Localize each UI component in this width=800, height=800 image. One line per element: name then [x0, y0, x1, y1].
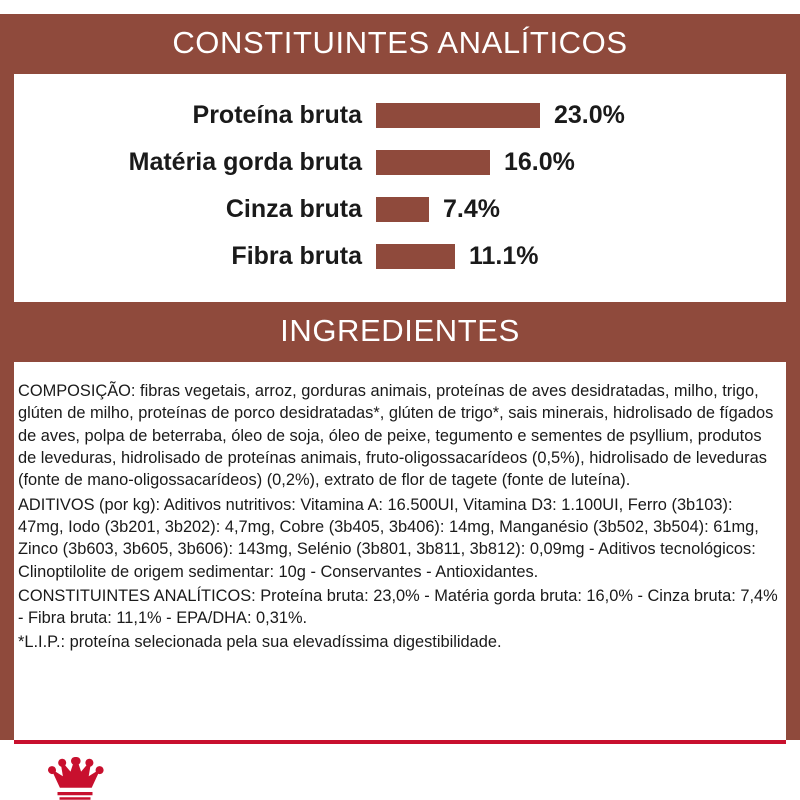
nutrient-label: Fibra bruta: [231, 242, 362, 270]
nutrient-bar-wrap: [376, 242, 800, 271]
additives-paragraph: ADITIVOS (por kg): Aditivos nutritivos: Vitamina A: 16.500UI, Vitamina D3: 1.100UI, Ferro (3b103): 47mg, Iodo (3b201, 3b202): 4,7mg, Cobre (3b405, 3b406): 14mg, Manganésio (3b502, 3b504): 61mg, Zinco (3b603, 3b605, 3b606): 143mg, Selénio (3b801, 3b811, 3b812): 0,09mg - Aditivos tecnológicos: Clinoptilolite de origem sedimentar: 10g - Conservantes - Antioxidantes.: [18, 495, 759, 581]
nutrient-value: 16.0%: [504, 148, 575, 176]
nutrient-row: [0, 186, 800, 233]
right-rail: [786, 14, 800, 800]
nutrient-label: Matéria gorda bruta: [128, 148, 362, 176]
nutrient-row: [0, 233, 800, 280]
lip-footnote: *L.I.P.: proteína selecionada pela sua elevadíssima digestibilidade.: [18, 633, 502, 652]
footer-divider: [14, 740, 786, 744]
nutrient-bar-wrap: [376, 148, 800, 177]
nutrient-value: 23.0%: [554, 101, 625, 129]
product-label-page: [0, 14, 800, 800]
section-spacer: [0, 288, 800, 302]
nutrient-bar: [376, 103, 540, 128]
composition-paragraph: COMPOSIÇÃO: fibras vegetais, arroz, gorduras animais, proteínas de aves desidratadas, milho, trigo, glúten de milho, proteínas de porco desidratadas*, glúten de trigo*, sais minerais, hidrolisado de fígados de aves, polpa de beterraba, óleo de soja, óleo de peixe, tegumento e sementes de psyllium, produtos de leveduras, hidrolisado de proteínas animais, fruto-oligossacarídeos (0,5%), hidrolisado de leveduras (fonte de mano-oligossacarídeos) (0,2%), extrato de flor de tagete (fonte de luteína).: [18, 382, 774, 490]
ingredients-title: INGREDIENTES: [14, 302, 786, 362]
nutrient-bar-wrap: [376, 101, 800, 130]
left-rail: [0, 14, 14, 800]
nutrient-bar-chart: [0, 74, 800, 288]
nutrient-bar: [376, 244, 455, 269]
analytical-constituents-title: CONSTITUINTES ANALÍTICOS: [14, 14, 786, 74]
nutrient-value: 7.4%: [443, 195, 500, 223]
nutrient-bar-wrap: [376, 195, 800, 224]
analytical-constituents-paragraph: CONSTITUINTES ANALÍTICOS: Proteína bruta: 23,0% - Matéria gorda bruta: 16,0% - Cinza bruta: 7,4% - Fibra bruta: 11,1% - EPA/DHA: 0,31%.: [18, 586, 778, 628]
nutrient-label: Proteína bruta: [192, 101, 362, 129]
ingredients-body: [14, 362, 786, 654]
nutrient-label: Cinza bruta: [225, 195, 362, 223]
nutrient-row: [0, 92, 800, 139]
nutrient-value: 11.1%: [469, 242, 539, 270]
nutrient-row: [0, 139, 800, 186]
nutrient-bar: [376, 150, 490, 175]
royal-canin-crown-logo: [40, 754, 110, 800]
footer: [0, 740, 800, 800]
nutrient-bar: [376, 197, 429, 222]
